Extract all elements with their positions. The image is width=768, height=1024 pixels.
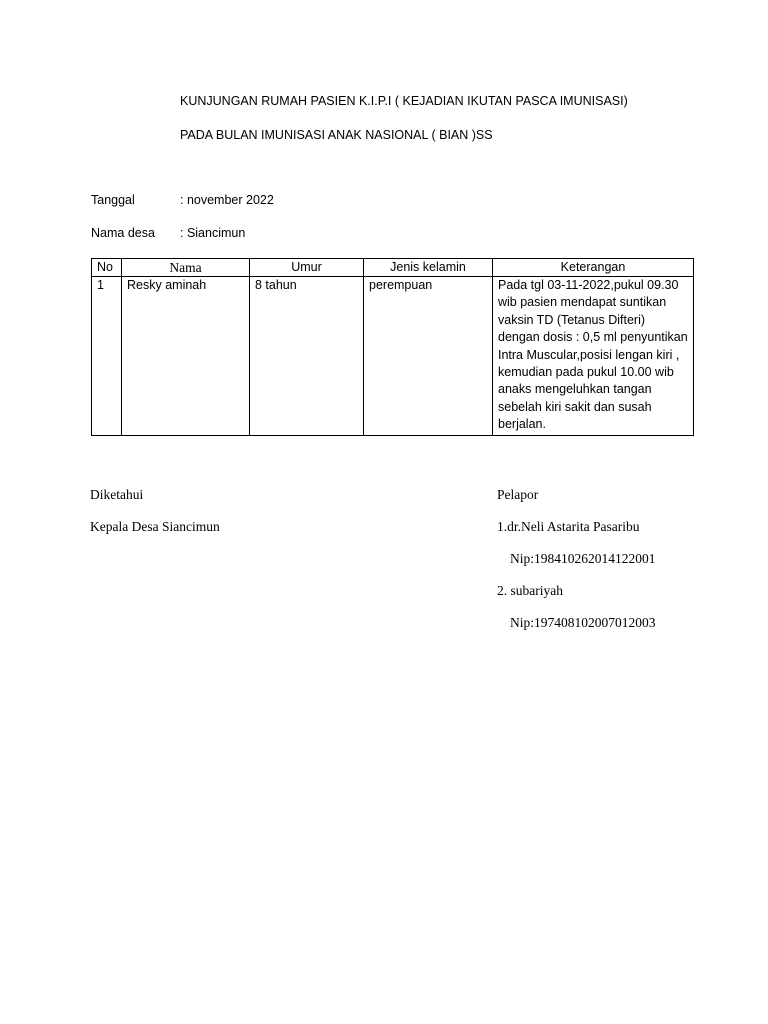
table-row bbox=[92, 277, 694, 436]
header-umur: Umur bbox=[250, 259, 364, 277]
cell-nama: Resky aminah bbox=[122, 277, 250, 436]
header-jenis-kelamin: Jenis kelamin bbox=[364, 259, 493, 277]
patient-table bbox=[91, 258, 694, 436]
reporter-2-name: 2. subariyah bbox=[497, 583, 563, 598]
reporter-2-nip: Nip:197408102007012003 bbox=[510, 615, 656, 630]
header-no: No bbox=[92, 259, 122, 277]
acknowledged-label: Diketahui bbox=[90, 487, 144, 502]
reporter-label: Pelapor bbox=[497, 487, 539, 502]
date-value: : november 2022 bbox=[180, 193, 274, 207]
cell-umur: 8 tahun bbox=[250, 277, 364, 436]
document-title: KUNJUNGAN RUMAH PASIEN K.I.P.I ( KEJADIAN IKUTAN PASCA IMUNISASI) bbox=[180, 94, 628, 108]
village-value: : Siancimun bbox=[180, 226, 246, 240]
reporter-1-nip: Nip:198410262014122001 bbox=[510, 551, 656, 566]
document-subtitle: PADA BULAN IMUNISASI ANAK NASIONAL ( BIAN )SS bbox=[180, 128, 493, 142]
header-nama: Nama bbox=[122, 259, 250, 277]
cell-no: 1 bbox=[92, 277, 122, 436]
reporter-1-name: 1.dr.Neli Astarita Pasaribu bbox=[497, 519, 640, 534]
table-header-row bbox=[92, 259, 694, 277]
cell-jenis-kelamin: perempuan bbox=[364, 277, 493, 436]
village-label: Nama desa bbox=[91, 226, 155, 240]
date-label: Tanggal bbox=[91, 193, 135, 207]
village-head-role: Kepala Desa Siancimun bbox=[90, 519, 220, 534]
header-keterangan: Keterangan bbox=[493, 259, 694, 277]
cell-keterangan: Pada tgl 03-11-2022,pukul 09.30 wib pasien mendapat suntikan vaksin TD (Tetanus Difteri) dengan dosis : 0,5 ml penyuntikan Intra Muscular,posisi lengan kiri , kemudian pada pukul 10.00 wib anaks mengeluhkan tangan sebelah kiri sakit dan susah berjalan. bbox=[493, 277, 694, 436]
